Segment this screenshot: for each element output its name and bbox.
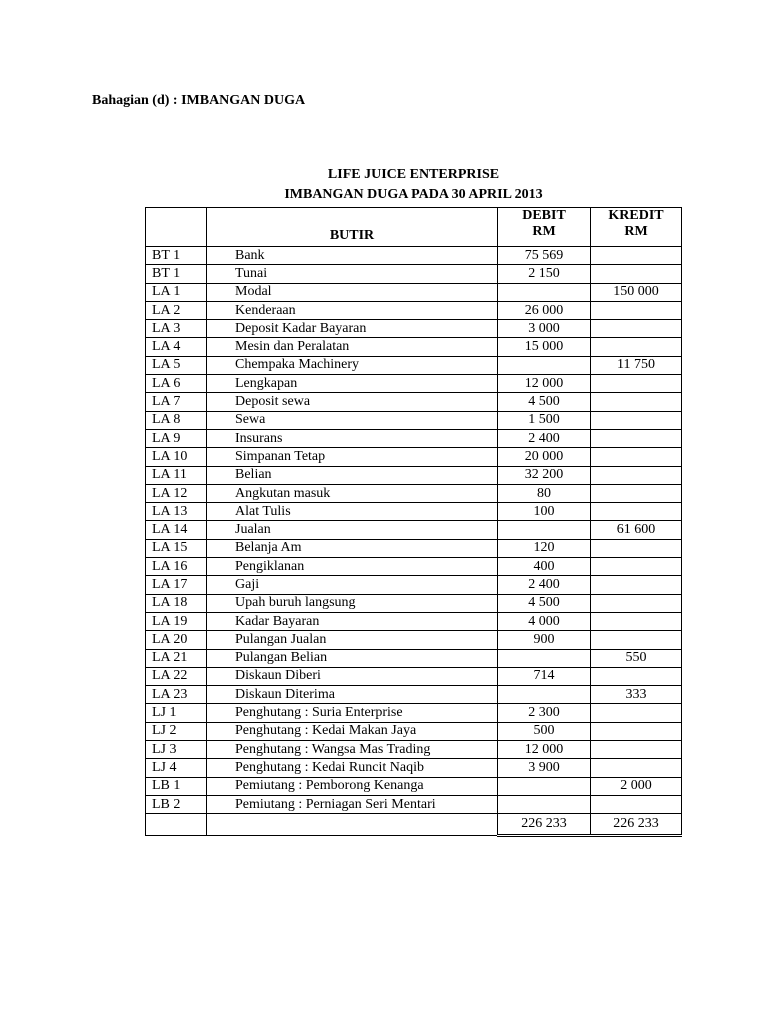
kredit-amount — [591, 759, 682, 777]
account-ref: LA 2 — [146, 301, 207, 319]
total-kredit: 226 233 — [591, 814, 682, 836]
kredit-amount: 11 750 — [591, 356, 682, 374]
debit-header-unit: RM — [532, 224, 556, 239]
account-ref: LA 1 — [146, 283, 207, 301]
debit-amount — [498, 521, 591, 539]
kredit-amount — [591, 631, 682, 649]
account-name: Penghutang : Kedai Makan Jaya — [207, 722, 498, 740]
table-row — [146, 375, 682, 393]
kredit-header-label: KREDIT — [608, 208, 664, 223]
account-name: Deposit Kadar Bayaran — [207, 320, 498, 338]
kredit-header-unit: RM — [624, 224, 648, 239]
table-row — [146, 301, 682, 319]
account-ref: LB 1 — [146, 777, 207, 795]
account-ref: LA 22 — [146, 667, 207, 685]
table-row — [146, 448, 682, 466]
account-name: Chempaka Machinery — [207, 356, 498, 374]
account-ref: LA 8 — [146, 411, 207, 429]
table-row — [146, 283, 682, 301]
kredit-amount — [591, 375, 682, 393]
table-row — [146, 338, 682, 356]
debit-amount: 714 — [498, 667, 591, 685]
table-row — [146, 466, 682, 484]
table-row — [146, 722, 682, 740]
item-header: BUTIR — [207, 208, 498, 247]
table-row — [146, 594, 682, 612]
account-ref: LA 18 — [146, 594, 207, 612]
account-name: Modal — [207, 283, 498, 301]
company-name: LIFE JUICE ENTERPRISE — [327, 167, 500, 182]
table-row — [146, 411, 682, 429]
table-row — [146, 612, 682, 630]
account-name: Pulangan Belian — [207, 649, 498, 667]
table-header-row — [146, 208, 682, 247]
kredit-amount — [591, 265, 682, 283]
account-name: Pulangan Jualan — [207, 631, 498, 649]
account-ref: LA 6 — [146, 375, 207, 393]
debit-amount: 900 — [498, 631, 591, 649]
account-ref: LJ 2 — [146, 722, 207, 740]
kredit-amount — [591, 247, 682, 265]
table-row — [146, 320, 682, 338]
account-name: Tunai — [207, 265, 498, 283]
debit-amount: 2 400 — [498, 576, 591, 594]
table-row — [146, 393, 682, 411]
account-name: Upah buruh langsung — [207, 594, 498, 612]
table-body — [146, 247, 682, 814]
debit-amount: 26 000 — [498, 301, 591, 319]
kredit-amount — [591, 301, 682, 319]
account-ref: LA 10 — [146, 448, 207, 466]
kredit-amount — [591, 722, 682, 740]
account-name: Pengiklanan — [207, 558, 498, 576]
kredit-amount — [591, 448, 682, 466]
total-debit: 226 233 — [498, 814, 591, 836]
kredit-amount: 550 — [591, 649, 682, 667]
kredit-amount — [591, 484, 682, 502]
kredit-amount — [591, 320, 682, 338]
kredit-amount — [591, 466, 682, 484]
account-ref: LA 9 — [146, 429, 207, 447]
account-name: Angkutan masuk — [207, 484, 498, 502]
account-name: Pemiutang : Perniagan Seri Mentari — [207, 795, 498, 813]
account-name: Lengkapan — [207, 375, 498, 393]
account-name: Sewa — [207, 411, 498, 429]
table-row — [146, 356, 682, 374]
debit-amount: 1 500 — [498, 411, 591, 429]
table-row — [146, 521, 682, 539]
debit-amount: 20 000 — [498, 448, 591, 466]
debit-amount: 120 — [498, 539, 591, 557]
table-row — [146, 741, 682, 759]
table-row — [146, 704, 682, 722]
account-ref: LA 19 — [146, 612, 207, 630]
account-name: Kadar Bayaran — [207, 612, 498, 630]
kredit-amount — [591, 795, 682, 813]
table-row — [146, 667, 682, 685]
account-ref: LA 11 — [146, 466, 207, 484]
section-heading: Bahagian (d) : IMBANGAN DUGA — [92, 93, 306, 108]
kredit-amount — [591, 704, 682, 722]
table-row — [146, 631, 682, 649]
debit-amount: 75 569 — [498, 247, 591, 265]
account-name: Bank — [207, 247, 498, 265]
account-ref: LA 20 — [146, 631, 207, 649]
kredit-amount — [591, 539, 682, 557]
statement-header — [145, 165, 682, 205]
account-ref: LJ 3 — [146, 741, 207, 759]
account-ref: LA 12 — [146, 484, 207, 502]
debit-amount: 3 000 — [498, 320, 591, 338]
totals-row — [146, 814, 682, 836]
debit-amount: 2 300 — [498, 704, 591, 722]
kredit-amount: 61 600 — [591, 521, 682, 539]
kredit-amount: 150 000 — [591, 283, 682, 301]
account-name: Penghutang : Suria Enterprise — [207, 704, 498, 722]
account-name: Diskaun Diberi — [207, 667, 498, 685]
table-row — [146, 247, 682, 265]
totals-ref-cell — [146, 814, 207, 836]
kredit-amount — [591, 429, 682, 447]
kredit-amount — [591, 503, 682, 521]
account-ref: LA 23 — [146, 686, 207, 704]
account-name: Penghutang : Wangsa Mas Trading — [207, 741, 498, 759]
table-row — [146, 558, 682, 576]
kredit-header — [591, 208, 682, 247]
table-row — [146, 576, 682, 594]
kredit-amount: 333 — [591, 686, 682, 704]
kredit-amount — [591, 411, 682, 429]
account-ref: LB 2 — [146, 795, 207, 813]
debit-amount — [498, 283, 591, 301]
kredit-amount — [591, 338, 682, 356]
debit-amount: 400 — [498, 558, 591, 576]
debit-amount: 4 500 — [498, 594, 591, 612]
trial-balance-table — [145, 207, 682, 837]
account-ref: LA 4 — [146, 338, 207, 356]
debit-amount: 500 — [498, 722, 591, 740]
account-ref: LA 14 — [146, 521, 207, 539]
account-ref: LA 21 — [146, 649, 207, 667]
table-row — [146, 503, 682, 521]
debit-amount — [498, 686, 591, 704]
table-row — [146, 795, 682, 813]
table-row — [146, 686, 682, 704]
debit-amount: 3 900 — [498, 759, 591, 777]
table-row — [146, 484, 682, 502]
account-name: Simpanan Tetap — [207, 448, 498, 466]
account-name: Gaji — [207, 576, 498, 594]
account-ref: LA 17 — [146, 576, 207, 594]
debit-header-label: DEBIT — [522, 208, 566, 223]
debit-amount: 2 400 — [498, 429, 591, 447]
totals-item-cell — [207, 814, 498, 836]
debit-header — [498, 208, 591, 247]
kredit-amount — [591, 558, 682, 576]
account-name: Jualan — [207, 521, 498, 539]
kredit-amount — [591, 741, 682, 759]
table-row — [146, 429, 682, 447]
debit-amount: 4 500 — [498, 393, 591, 411]
debit-amount: 12 000 — [498, 375, 591, 393]
account-name: Alat Tulis — [207, 503, 498, 521]
account-name: Insurans — [207, 429, 498, 447]
debit-amount: 32 200 — [498, 466, 591, 484]
account-name: Kenderaan — [207, 301, 498, 319]
account-ref: LA 3 — [146, 320, 207, 338]
account-ref: LJ 4 — [146, 759, 207, 777]
debit-amount — [498, 795, 591, 813]
account-name: Pemiutang : Pemborong Kenanga — [207, 777, 498, 795]
debit-amount — [498, 649, 591, 667]
table-row — [146, 649, 682, 667]
debit-amount: 100 — [498, 503, 591, 521]
account-ref: LA 15 — [146, 539, 207, 557]
account-ref: LA 13 — [146, 503, 207, 521]
account-name: Diskaun Diterima — [207, 686, 498, 704]
kredit-amount — [591, 393, 682, 411]
debit-amount: 2 150 — [498, 265, 591, 283]
table-row — [146, 759, 682, 777]
account-ref: LA 16 — [146, 558, 207, 576]
account-name: Belanja Am — [207, 539, 498, 557]
account-name: Deposit sewa — [207, 393, 498, 411]
debit-amount — [498, 777, 591, 795]
account-ref: LJ 1 — [146, 704, 207, 722]
debit-amount: 15 000 — [498, 338, 591, 356]
debit-amount: 80 — [498, 484, 591, 502]
account-ref: LA 7 — [146, 393, 207, 411]
debit-amount: 12 000 — [498, 741, 591, 759]
account-ref: BT 1 — [146, 247, 207, 265]
account-ref: LA 5 — [146, 356, 207, 374]
kredit-amount — [591, 612, 682, 630]
kredit-amount: 2 000 — [591, 777, 682, 795]
account-name: Penghutang : Kedai Runcit Naqib — [207, 759, 498, 777]
table-row — [146, 265, 682, 283]
account-ref: BT 1 — [146, 265, 207, 283]
statement-title: IMBANGAN DUGA PADA 30 APRIL 2013 — [284, 187, 543, 202]
account-name: Mesin dan Peralatan — [207, 338, 498, 356]
debit-amount — [498, 356, 591, 374]
table-row — [146, 539, 682, 557]
debit-amount: 4 000 — [498, 612, 591, 630]
ref-header — [146, 208, 207, 247]
kredit-amount — [591, 594, 682, 612]
table-row — [146, 777, 682, 795]
account-name: Belian — [207, 466, 498, 484]
kredit-amount — [591, 576, 682, 594]
kredit-amount — [591, 667, 682, 685]
